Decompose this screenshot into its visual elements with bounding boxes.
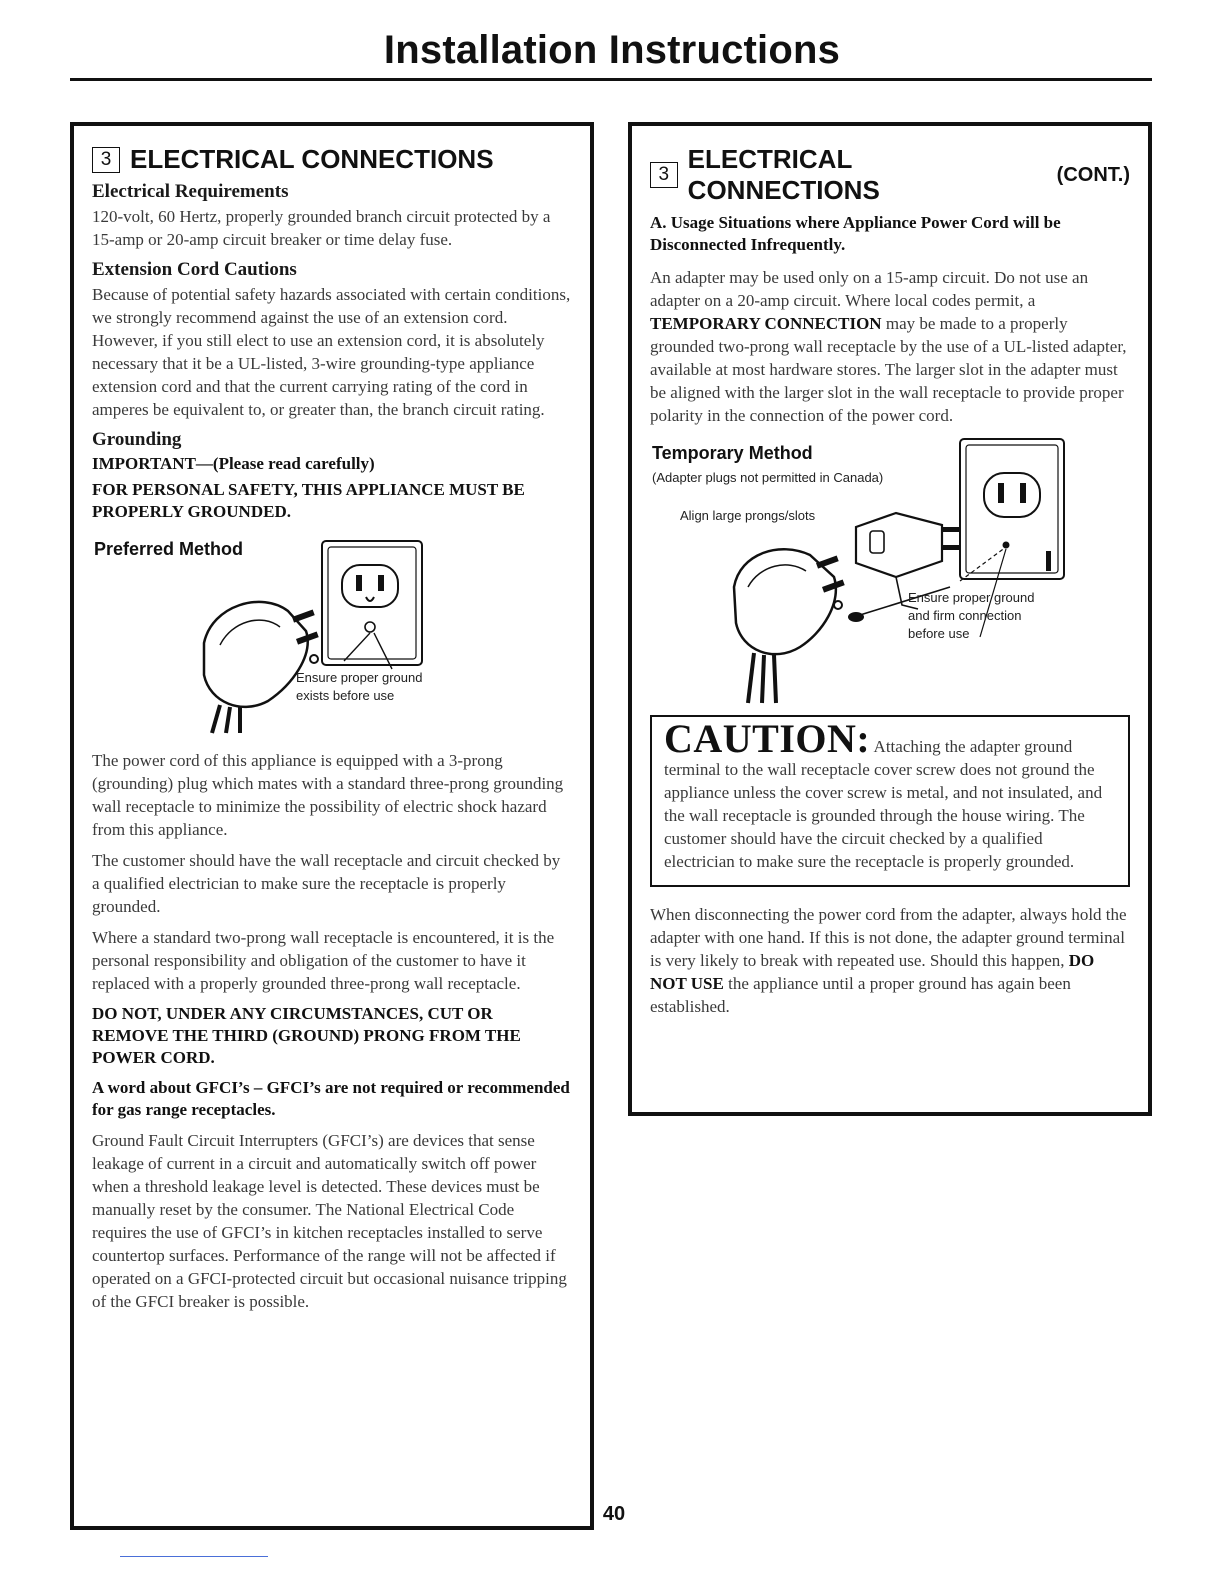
gfci-paragraph: Ground Fault Circuit Interrupters (GFCI’s) are devices that sense leakage of current in a circuit and automatically switch off power when a threshold leakage level is detected. These devices must be manually reset by the consumer. The National Electrical Code requires the use of GFCI’s in kitchen receptacles installed to serve countertop surfaces. Performance of the range will not be affected if operated on a GFCI-protected circuit but occasional nuisance tripping of the GFCI breaker is possible. bbox=[92, 1131, 567, 1311]
electrical-requirements-text: 120-volt, 60 Hertz, properly grounded branch circuit protected by a 15-amp or 20-amp circuit breaker or time delay fuse. bbox=[92, 207, 551, 249]
title-rule bbox=[70, 78, 1152, 81]
adapter-plug-illustration bbox=[650, 437, 1138, 707]
caution-text: CAUTION: Attaching the adapter ground terminal to the wall receptacle cover screw does not ground the appliance unless the cover screw is metal, and not insulated, and the wall receptacle is grounded through the house wiring. The customer should have the circuit checked by a qualified electrician to make sure the receptacle is properly grounded. bbox=[664, 716, 1103, 871]
usage-situations-heading: A. Usage Situations where Appliance Power Cord will be Disconnected Infrequently. bbox=[650, 213, 1061, 254]
section-title: ELECTRICAL CONNECTIONS bbox=[687, 144, 880, 205]
right-section-heading bbox=[650, 144, 1130, 206]
extension-cord-heading: Extension Cord Cautions bbox=[92, 259, 297, 280]
do-not-cut-warning: DO NOT, UNDER ANY CIRCUMSTANCES, CUT OR REMOVE THE THIRD (GROUND) PRONG FROM THE POWER CORD. bbox=[92, 1004, 521, 1067]
page-title: Installation Instructions bbox=[383, 28, 841, 72]
section-number-box: 3 bbox=[92, 147, 120, 173]
temporary-connection-emphasis: TEMPORARY CONNECTION bbox=[650, 314, 882, 333]
preferred-method-figure bbox=[92, 535, 572, 735]
temporary-method-figure bbox=[650, 437, 1130, 707]
section-title: ELECTRICAL CONNECTIONS bbox=[130, 144, 494, 174]
grounded-plug-illustration bbox=[92, 535, 580, 735]
power-cord-paragraph: The power cord of this appliance is equipped with a 3-prong (grounding) plug which mates with a standard three-prong grounding wall receptacle to minimize the possibility of electric shock hazard from this appliance. bbox=[92, 751, 564, 839]
do-not-use-emphasis: DO NOT USE bbox=[650, 951, 1095, 993]
personal-safety-warning: FOR PERSONAL SAFETY, THIS APPLIANCE MUST BE PROPERLY GROUNDED. bbox=[92, 480, 525, 521]
ensure-ground-note: Ensure proper ground and firm connection before use bbox=[908, 590, 1035, 641]
left-section-box bbox=[70, 122, 594, 1530]
temporary-method-label: Temporary Method bbox=[652, 443, 813, 463]
important-line: IMPORTANT—(Please read carefully) bbox=[92, 454, 375, 473]
page-number: 40 bbox=[602, 1503, 626, 1525]
section-number-box: 3 bbox=[650, 162, 678, 188]
left-section-heading bbox=[92, 144, 572, 175]
gfci-heading: A word about GFCI’s – GFCI’s are not required or recommended for gas range receptacles. bbox=[92, 1078, 570, 1119]
footer-rule bbox=[120, 1556, 268, 1557]
electrical-requirements-heading: Electrical Requirements bbox=[92, 181, 289, 202]
align-prongs-note: Align large prongs/slots bbox=[680, 508, 816, 523]
temporary-method-sublabel: (Adapter plugs not permitted in Canada) bbox=[652, 470, 884, 485]
grounding-heading: Grounding bbox=[92, 429, 182, 450]
right-section-box bbox=[628, 122, 1152, 1116]
extension-cord-text: Because of potential safety hazards associated with certain conditions, we strongly recommend against the use of an extension cord. However, if you still elect to use an extension cord, it is absolutely necessary that it be a UL-listed, 3-wire grounding-type appliance extension cord and that the current carrying rating of the cord in amperes be equivalent to, or greater than, the branch circuit rating. bbox=[92, 285, 571, 419]
disconnecting-paragraph: When disconnecting the power cord from the adapter, always hold the adapter with one hand. If this is not done, the adapter ground terminal is very likely to break with repeated use. Should this happen, DO NOT USE the appliance until a proper ground has again been established. bbox=[650, 905, 1127, 1016]
preferred-method-label: Preferred Method bbox=[94, 539, 244, 559]
caution-label: CAUTION: bbox=[664, 716, 871, 761]
section-continued: (CONT.) bbox=[1056, 163, 1130, 186]
caution-box bbox=[650, 715, 1130, 887]
adapter-paragraph: An adapter may be used only on a 15-amp circuit. Do not use an adapter on a 20-amp circuit. Where local codes permit, a TEMPORARY CONNECTION may be made to a properly grounded two-prong wall receptacle by the use of a UL-listed adapter, available at most hardware stores. The larger slot in the adapter must be aligned with the larger slot in the wall receptacle to provide proper polarity in the connection of the power cord. bbox=[650, 268, 1127, 425]
receptacle-check-paragraph: The customer should have the wall receptacle and circuit checked by a qualified electrician to make sure the receptacle is properly grounded. bbox=[92, 851, 561, 916]
preferred-method-note: Ensure proper ground exists before use bbox=[296, 670, 423, 703]
two-prong-paragraph: Where a standard two-prong wall receptacle is encountered, it is the personal responsibility and obligation of the customer to have it replaced with a properly grounded three-prong wall receptacle. bbox=[92, 928, 555, 993]
